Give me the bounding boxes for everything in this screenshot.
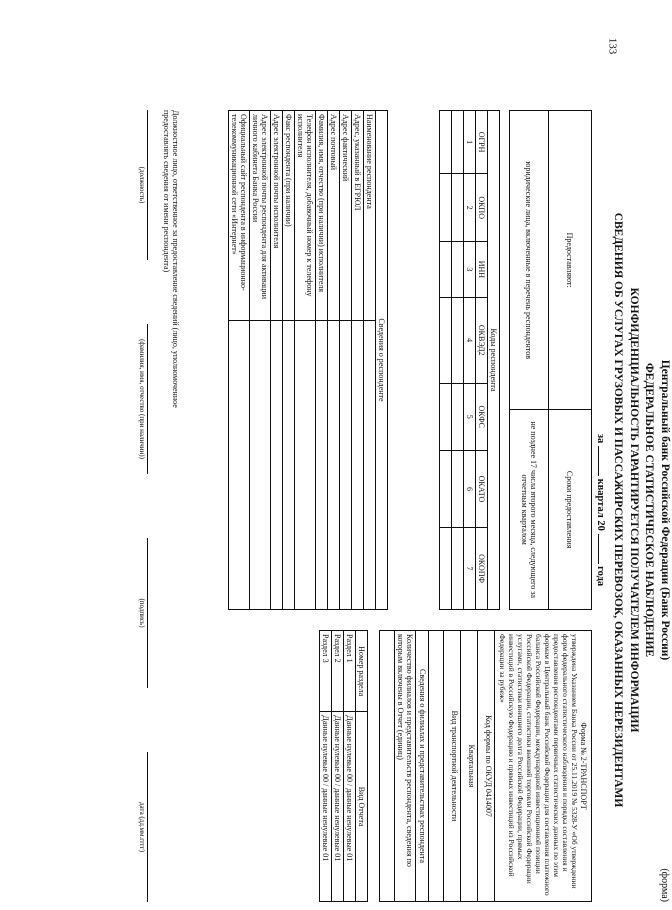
provides-header: Предоставляют: bbox=[549, 111, 592, 410]
respondent-row-value[interactable] bbox=[250, 320, 271, 609]
code-input-okopf-2[interactable] bbox=[440, 528, 452, 610]
form-activity-value[interactable] bbox=[429, 631, 444, 902]
code-header-okved2: ОКВЭД2 bbox=[476, 297, 488, 383]
respondent-row-label: Адрес электронной почты исполнителя bbox=[271, 111, 283, 321]
respondent-row-label: Фамилия, имя, отчество (при наличии) исполнителя bbox=[316, 111, 328, 321]
code-header-ogrn: ОГРН bbox=[476, 111, 488, 174]
form-approval-cell bbox=[495, 631, 592, 902]
respondent-row-value[interactable] bbox=[328, 320, 340, 609]
code-input-ogrn[interactable] bbox=[452, 111, 464, 174]
branches-title: Сведения о филиалах и представительствах респондента bbox=[416, 631, 429, 902]
form-periodicity: Квартальная bbox=[461, 631, 478, 902]
code-input-okato[interactable] bbox=[452, 450, 464, 527]
section-kind[interactable]: Данные нулевые 00 / данные ненулевые 01 bbox=[344, 712, 356, 902]
code-header-okfs: ОКФС bbox=[476, 383, 488, 450]
signature-date[interactable]: дата (дд.мм.гггг) bbox=[138, 752, 148, 902]
period-blank-2[interactable] bbox=[598, 534, 599, 564]
code-number-7: 7 bbox=[464, 528, 476, 610]
branches-count-value[interactable] bbox=[380, 631, 395, 902]
period-blank-1[interactable] bbox=[598, 446, 599, 476]
reporting-period bbox=[595, 110, 606, 910]
code-input-ogrn-2[interactable] bbox=[440, 111, 452, 174]
form-okud: Код формы по ОКУД 0414007 bbox=[478, 631, 495, 902]
code-input-okfs-2[interactable] bbox=[440, 383, 452, 450]
code-input-okved2[interactable] bbox=[452, 297, 464, 383]
code-input-okpo-2[interactable] bbox=[440, 174, 452, 242]
respondent-row-value[interactable] bbox=[229, 320, 250, 609]
code-number-4: 4 bbox=[464, 297, 476, 383]
code-input-okpo[interactable] bbox=[452, 174, 464, 242]
period-quarter: квартал 20 bbox=[595, 478, 606, 531]
code-input-okfs[interactable] bbox=[452, 383, 464, 450]
header-line-4: СВЕДЕНИЯ ОБ УСЛУГАХ ГРУЗОВЫХ И ПАССАЖИРСКИХ ПЕРЕВОЗОК, ОКАЗАННЫХ НЕРЕЗИДЕНТАМИ bbox=[612, 212, 625, 808]
signature-block bbox=[138, 110, 180, 902]
form-activity: Вид транспортной деятельности bbox=[444, 631, 461, 902]
respondent-row-label: Адрес электронной почты респондента для активации личного кабинета Банка России bbox=[250, 111, 271, 321]
respondent-row-label: Адрес фактический bbox=[340, 111, 352, 321]
respondent-title: Сведения о респонденте bbox=[376, 111, 388, 610]
section-number: Раздел 3 bbox=[320, 631, 332, 712]
code-input-okved2-2[interactable] bbox=[440, 297, 452, 383]
header-line-1: Центральный банк Российской Федерации (Банк России) bbox=[659, 359, 671, 661]
respondent-row-label: Официальный сайт респондента в информационно-телекоммуникационной сети «Интернет» bbox=[229, 111, 250, 321]
code-input-okato-2[interactable] bbox=[440, 450, 452, 527]
respondent-row-value[interactable] bbox=[295, 320, 316, 609]
signature-official: Должностное лицо, ответственное за предоставление сведений (лицо, уполномоченное предоставлять сведения от имени респондента) bbox=[162, 110, 180, 408]
signature-name[interactable]: (фамилия, имя, отчество (при наличии)) bbox=[138, 324, 148, 474]
provision-table bbox=[509, 110, 592, 610]
code-number-3: 3 bbox=[464, 242, 476, 298]
signature-sign[interactable]: (подпись) bbox=[138, 538, 148, 688]
code-number-6: 6 bbox=[464, 450, 476, 527]
code-number-1: 1 bbox=[464, 111, 476, 174]
period-year: года bbox=[595, 566, 606, 587]
respondent-row-value[interactable] bbox=[364, 320, 376, 609]
code-number-2: 2 bbox=[464, 174, 476, 242]
respondent-row-value[interactable] bbox=[283, 320, 295, 609]
respondent-codes-table bbox=[439, 110, 500, 610]
deadline-text: не позднее 17 числа второго месяца, следующего за отчетным кварталом bbox=[510, 410, 549, 610]
code-number-5: 5 bbox=[464, 383, 476, 450]
respondent-row-label: Факс респондента (при наличии) bbox=[283, 111, 295, 321]
signature-position[interactable]: (должность) bbox=[138, 110, 148, 260]
code-input-inn-2[interactable] bbox=[440, 242, 452, 298]
respondent-row-value[interactable] bbox=[316, 320, 328, 609]
respondent-info-table bbox=[228, 110, 388, 610]
respondent-row-value[interactable] bbox=[271, 320, 283, 609]
code-header-okpo: ОКПО bbox=[476, 174, 488, 242]
branches-count-label: Количество филиалов и представительств респондента, сведения по которым включены в Отчет (единиц) bbox=[395, 631, 416, 902]
header-line-2: ФЕДЕРАЛЬНОЕ СТАТИСТИЧЕСКОЕ НАБЛЮДЕНИЕ bbox=[643, 362, 656, 658]
sections-col-kind: Вид Отчета bbox=[356, 712, 368, 902]
sections-col-number: Номер раздела bbox=[356, 631, 368, 712]
respondent-row-label: Телефон исполнителя, добавочный номер к телефону исполнителя bbox=[295, 111, 316, 321]
respondent-row-value[interactable] bbox=[340, 320, 352, 609]
sections-table bbox=[319, 630, 368, 902]
section-number: Раздел 2 bbox=[332, 631, 344, 712]
respondent-row-label: Адрес почтовый bbox=[328, 111, 340, 321]
code-header-okato: ОКАТО bbox=[476, 450, 488, 527]
section-kind[interactable]: Данные нулевые 00 / данные ненулевые 01 bbox=[332, 712, 344, 902]
code-header-inn: ИНН bbox=[476, 242, 488, 298]
form-label: (форма) bbox=[659, 868, 670, 902]
code-header-okopf: ОКОПФ bbox=[476, 528, 488, 610]
form-title: Форма № 2-ТРАНСПОРТ bbox=[579, 722, 588, 810]
code-input-inn[interactable] bbox=[452, 242, 464, 298]
form-info-table bbox=[379, 630, 592, 902]
form-approved-text: утверждена Указанием Банка России от 25.11.2019 № 5328-У «Об утверждении форм федерального статистического наблюдения и порядка составления и предоставления респондентами первичных статистических данных по этим формам в Центральный банк Российской Федерации для составления платежного баланса Российской Федерации, международной инвестиционной позиции Российской Федерации, статистики внешней торговли Российской Федерации услугами, статистики внешнего долга Российской Федерации, прямых инвестиций в Российскую Федерацию и прямых инвестиций из Российской Федерации за рубеж» bbox=[498, 634, 579, 896]
codes-title: Коды респондента bbox=[488, 111, 500, 610]
form-header bbox=[610, 110, 672, 910]
respondent-row-label: Наименование респондента bbox=[364, 111, 376, 321]
section-kind[interactable]: Данные нулевые 00 / данные ненулевые 01 bbox=[320, 712, 332, 902]
period-za: за bbox=[595, 433, 606, 444]
header-line-3: КОНФИДЕНЦИАЛЬНОСТЬ ГАРАНТИРУЕТСЯ ПОЛУЧАТЕЛЕМ ИНФОРМАЦИИ bbox=[627, 287, 640, 733]
respondent-row-label: Адрес, указанный в ЕГРЮЛ bbox=[352, 111, 364, 321]
section-number: Раздел 1 bbox=[344, 631, 356, 712]
rotated-form-page bbox=[40, 110, 671, 910]
code-input-okopf[interactable] bbox=[452, 528, 464, 610]
respondent-row-value[interactable] bbox=[352, 320, 364, 609]
deadline-header: Сроки предоставления bbox=[549, 410, 592, 610]
page-number: 133 bbox=[605, 37, 618, 55]
provides-text: юридические лица, включенные в перечень респондентов bbox=[510, 111, 549, 410]
